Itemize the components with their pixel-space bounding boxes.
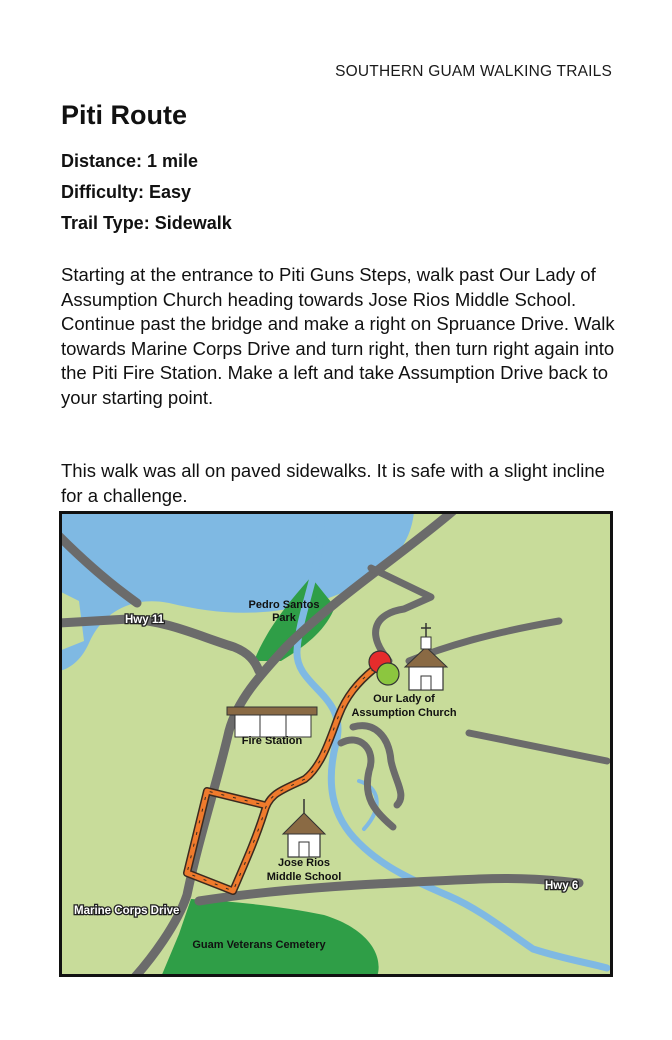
park-label-line2: Park <box>272 612 296 624</box>
trail-type-label: Trail Type: Sidewalk <box>61 213 232 233</box>
hwy6-label: Hwy 6 <box>545 880 579 892</box>
route-title: Piti Route <box>61 100 187 130</box>
directions-paragraph: Starting at the entrance to Piti Guns Steps, walk past Our Lady of Assumption Church heading towards Jose Rios Middle School. Continue past the bridge and make a right on Spruance Drive. Walk towards Marine Corps Drive and turn right, then turn right again into the Piti Fire Station. Make a left and take Assumption Drive back to your starting point. <box>61 264 615 408</box>
hwy11-label: Hwy 11 <box>125 614 164 626</box>
church-door <box>421 676 431 690</box>
notes-paragraph: This walk was all on paved sidewalks. It is safe with a slight incline for a challenge. <box>61 460 605 506</box>
church-label-line2: Assumption Church <box>351 707 457 719</box>
church-label-line1: Our Lady of <box>373 693 435 705</box>
route-facts <box>61 150 232 243</box>
school-label-line2: Middle School <box>266 871 342 883</box>
school-door <box>299 842 309 857</box>
marine-corps-drive-label: Marine Corps Drive <box>74 905 180 917</box>
map-canvas <box>59 511 613 977</box>
fire-station-roof <box>227 707 317 715</box>
park-label-line1: Pedro Santos <box>248 599 320 611</box>
church-tower <box>421 637 431 649</box>
fire-station-label: Fire Station <box>241 735 303 747</box>
end-marker[interactable] <box>377 663 399 685</box>
distance-label: Distance: 1 mile <box>61 151 199 171</box>
fire-station-icon <box>227 707 317 737</box>
route-map[interactable] <box>59 511 613 977</box>
cemetery-label: Guam Veterans Cemetery <box>192 939 326 951</box>
series-header: SOUTHERN GUAM WALKING TRAILS <box>335 63 612 80</box>
difficulty-label: Difficulty: Easy <box>61 182 192 202</box>
school-label-line1: Jose Rios <box>278 857 330 869</box>
fire-station-body <box>235 715 311 737</box>
